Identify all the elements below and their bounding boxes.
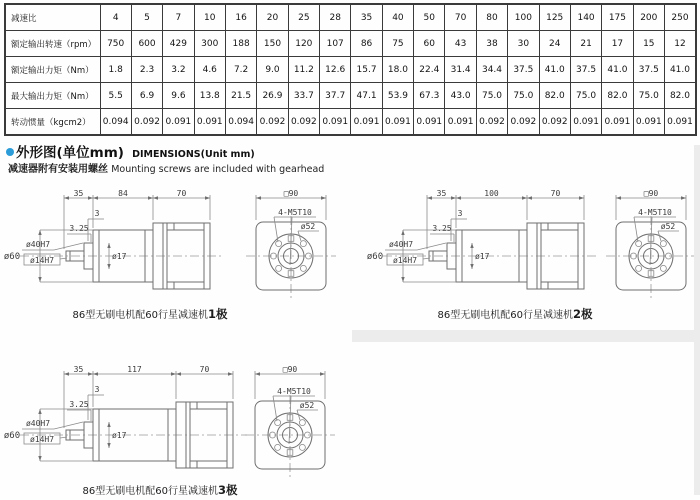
spec-cell: 20 <box>257 4 288 31</box>
spec-cell: 86 <box>351 31 382 57</box>
dim-gearbox-length: 84 <box>118 189 128 198</box>
dim-bore-dia: ø17 <box>112 431 127 440</box>
dim-flange-square: □90 <box>643 189 659 198</box>
spec-cell: 82.0 <box>539 83 570 109</box>
spec-cell: 33.7 <box>288 83 319 109</box>
spec-row <box>5 31 696 57</box>
dim-flange-square: □90 <box>282 365 298 374</box>
spec-cell: 25 <box>288 4 319 31</box>
spec-cell: 37.5 <box>508 57 539 83</box>
spec-cell: 47.1 <box>351 83 382 109</box>
spec-cell: 0.094 <box>100 109 131 136</box>
spec-cell: 1.8 <box>100 57 131 83</box>
spec-cell: 9.0 <box>257 57 288 83</box>
spec-cell: 250 <box>664 4 696 31</box>
spec-cell: 107 <box>320 31 351 57</box>
spec-cell: 60 <box>414 31 445 57</box>
spec-cell: 0.092 <box>131 109 162 136</box>
spec-cell: 43.0 <box>445 83 476 109</box>
dim-motor-length: 70 <box>199 365 210 374</box>
dim-gearbox-length: 117 <box>127 365 142 374</box>
spec-cell: 0.091 <box>445 109 476 136</box>
spec-cell: 16 <box>225 4 256 31</box>
spec-cell: 5 <box>131 4 162 31</box>
dim-step2: 3.25 <box>69 224 89 233</box>
spec-cell: 75 <box>382 31 413 57</box>
spec-row <box>5 4 696 31</box>
spec-cell: 41.0 <box>602 57 633 83</box>
spec-cell: 12.6 <box>320 57 351 83</box>
spec-cell: 0.092 <box>539 109 570 136</box>
spec-cell: 175 <box>602 4 633 31</box>
spec-cell: 18.0 <box>382 57 413 83</box>
spec-cell: 37.5 <box>633 57 664 83</box>
dim-gearbox-length: 100 <box>484 189 499 198</box>
spec-cell: 0.091 <box>320 109 351 136</box>
spec-cell: 7 <box>163 4 194 31</box>
section-subtitle-en: Mounting screws are included with gearhead <box>111 164 325 175</box>
dim-body-dia: ø60 <box>3 252 21 262</box>
spec-cell: 0.091 <box>382 109 413 136</box>
spec-cell: 0.091 <box>194 109 225 136</box>
spec-cell: 82.0 <box>602 83 633 109</box>
dim-boss-dia: ø40H7 <box>388 240 414 249</box>
dim-front-length: 35 <box>436 189 447 198</box>
spec-table <box>4 3 697 136</box>
drawing-caption-3 <box>10 482 310 498</box>
spec-cell: 28 <box>320 4 351 31</box>
spec-row-label: 额定输出转速（rpm） <box>5 31 100 57</box>
spec-cell: 140 <box>570 4 601 31</box>
caption-text: 86型无刷电机配60行星减速机 <box>437 310 573 321</box>
spec-cell: 75.0 <box>570 83 601 109</box>
spec-cell: 15 <box>633 31 664 57</box>
dim-mount-holes: 4-M5T10 <box>638 208 672 217</box>
spec-cell: 82.0 <box>664 83 696 109</box>
dim-front-length: 35 <box>73 365 84 374</box>
section-title-cn: 外形图(单位mm) <box>16 145 124 161</box>
dimension-drawing-2pole <box>345 190 700 304</box>
caption-pole-count: 1极 <box>207 307 228 321</box>
dim-step: 3 <box>94 209 100 218</box>
spec-cell: 40 <box>382 4 413 31</box>
spec-cell: 43 <box>445 31 476 57</box>
dim-pilot-dia: ø52 <box>299 401 315 410</box>
spec-cell: 34.4 <box>476 57 507 83</box>
spec-cell: 10 <box>194 4 225 31</box>
spec-row-label: 额定输出力矩（Nm） <box>5 57 100 83</box>
dim-body-dia: ø60 <box>366 252 384 262</box>
dimension-drawing-3pole <box>0 348 345 486</box>
spec-cell: 75.0 <box>508 83 539 109</box>
caption-pole-count: 2极 <box>572 307 593 321</box>
spec-cell: 41.0 <box>664 57 696 83</box>
spec-cell: 30 <box>508 31 539 57</box>
spec-cell: 41.0 <box>539 57 570 83</box>
caption-text: 86型无刷电机配60行星减速机 <box>82 486 218 497</box>
spec-cell: 750 <box>100 31 131 57</box>
spec-cell: 0.094 <box>225 109 256 136</box>
spec-cell: 0.092 <box>476 109 507 136</box>
dim-motor-length: 70 <box>176 189 187 198</box>
drawing-caption-2 <box>365 306 665 322</box>
dim-bore-dia: ø17 <box>112 252 127 261</box>
spec-cell: 15.7 <box>351 57 382 83</box>
spec-cell: 125 <box>539 4 570 31</box>
scan-shadow-band <box>352 330 700 342</box>
spec-cell: 53.9 <box>382 83 413 109</box>
spec-cell: 0.091 <box>414 109 445 136</box>
spec-cell: 17 <box>602 31 633 57</box>
spec-cell: 200 <box>633 4 664 31</box>
spec-cell: 22.4 <box>414 57 445 83</box>
spec-cell: 26.9 <box>257 83 288 109</box>
spec-cell: 11.2 <box>288 57 319 83</box>
spec-cell: 150 <box>257 31 288 57</box>
spec-cell: 0.091 <box>664 109 696 136</box>
spec-cell: 75.0 <box>476 83 507 109</box>
dim-step: 3 <box>457 209 463 218</box>
spec-row-label: 转动惯量（kgcm2） <box>5 109 100 136</box>
spec-cell: 6.9 <box>131 83 162 109</box>
section-title-en: DIMENSIONS(Unit mm) <box>132 149 255 160</box>
spec-row <box>5 57 696 83</box>
spec-cell: 75.0 <box>633 83 664 109</box>
dim-front-length: 35 <box>73 189 84 198</box>
spec-cell: 13.8 <box>194 83 225 109</box>
caption-text: 86型无刷电机配60行星减速机 <box>72 310 208 321</box>
dim-shaft-dia: ø14H7 <box>29 435 55 444</box>
spec-cell: 120 <box>288 31 319 57</box>
dim-boss-dia: ø40H7 <box>25 419 51 428</box>
spec-cell: 0.091 <box>570 109 601 136</box>
caption-pole-count: 3极 <box>217 483 238 497</box>
dim-boss-dia: ø40H7 <box>25 240 51 249</box>
spec-cell: 0.092 <box>508 109 539 136</box>
dim-body-dia: ø60 <box>3 431 21 441</box>
dim-motor-length: 70 <box>550 189 561 198</box>
spec-cell: 12 <box>664 31 696 57</box>
spec-cell: 5.5 <box>100 83 131 109</box>
spec-cell: 24 <box>539 31 570 57</box>
spec-cell: 31.4 <box>445 57 476 83</box>
spec-table-body <box>5 4 696 135</box>
scan-shadow-right <box>694 145 700 495</box>
dim-shaft-dia: ø14H7 <box>29 256 55 265</box>
dim-mount-holes: 4-M5T10 <box>278 208 312 217</box>
spec-cell: 21.5 <box>225 83 256 109</box>
spec-cell: 4.6 <box>194 57 225 83</box>
spec-cell: 50 <box>414 4 445 31</box>
spec-cell: 0.091 <box>633 109 664 136</box>
dim-pilot-dia: ø52 <box>300 222 316 231</box>
spec-cell: 2.3 <box>131 57 162 83</box>
spec-cell: 0.092 <box>288 109 319 136</box>
section-header <box>6 141 255 161</box>
dimension-drawing-1pole <box>0 190 350 304</box>
spec-row <box>5 109 696 136</box>
section-subtitle-cn: 减速器附有安装用螺丝 <box>8 164 108 175</box>
dim-pilot-dia: ø52 <box>660 222 676 231</box>
spec-cell: 7.2 <box>225 57 256 83</box>
section-bullet-icon <box>6 148 14 156</box>
dim-bore-dia: ø17 <box>475 252 490 261</box>
spec-cell: 0.091 <box>351 109 382 136</box>
spec-cell: 0.091 <box>602 109 633 136</box>
spec-cell: 300 <box>194 31 225 57</box>
spec-cell: 21 <box>570 31 601 57</box>
spec-cell: 429 <box>163 31 194 57</box>
spec-cell: 4 <box>100 4 131 31</box>
spec-cell: 100 <box>508 4 539 31</box>
section-subtitle <box>8 160 324 175</box>
spec-cell: 37.7 <box>320 83 351 109</box>
spec-cell: 188 <box>225 31 256 57</box>
dim-step: 3 <box>94 385 100 394</box>
spec-cell: 0.091 <box>163 109 194 136</box>
spec-row <box>5 83 696 109</box>
spec-cell: 35 <box>351 4 382 31</box>
spec-cell: 67.3 <box>414 83 445 109</box>
spec-row-label: 减速比 <box>5 4 100 31</box>
spec-cell: 9.6 <box>163 83 194 109</box>
dim-flange-square: □90 <box>283 189 299 198</box>
spec-cell: 0.092 <box>257 109 288 136</box>
spec-cell: 38 <box>476 31 507 57</box>
spec-row-label: 最大输出力矩（Nm） <box>5 83 100 109</box>
spec-cell: 80 <box>476 4 507 31</box>
spec-cell: 37.5 <box>570 57 601 83</box>
dim-step2: 3.25 <box>69 400 89 409</box>
drawing-caption-1 <box>0 306 300 322</box>
spec-cell: 3.2 <box>163 57 194 83</box>
dim-mount-holes: 4-M5T10 <box>277 387 311 396</box>
spec-cell: 600 <box>131 31 162 57</box>
dim-step2: 3.25 <box>432 224 452 233</box>
dim-shaft-dia: ø14H7 <box>392 256 418 265</box>
spec-cell: 70 <box>445 4 476 31</box>
